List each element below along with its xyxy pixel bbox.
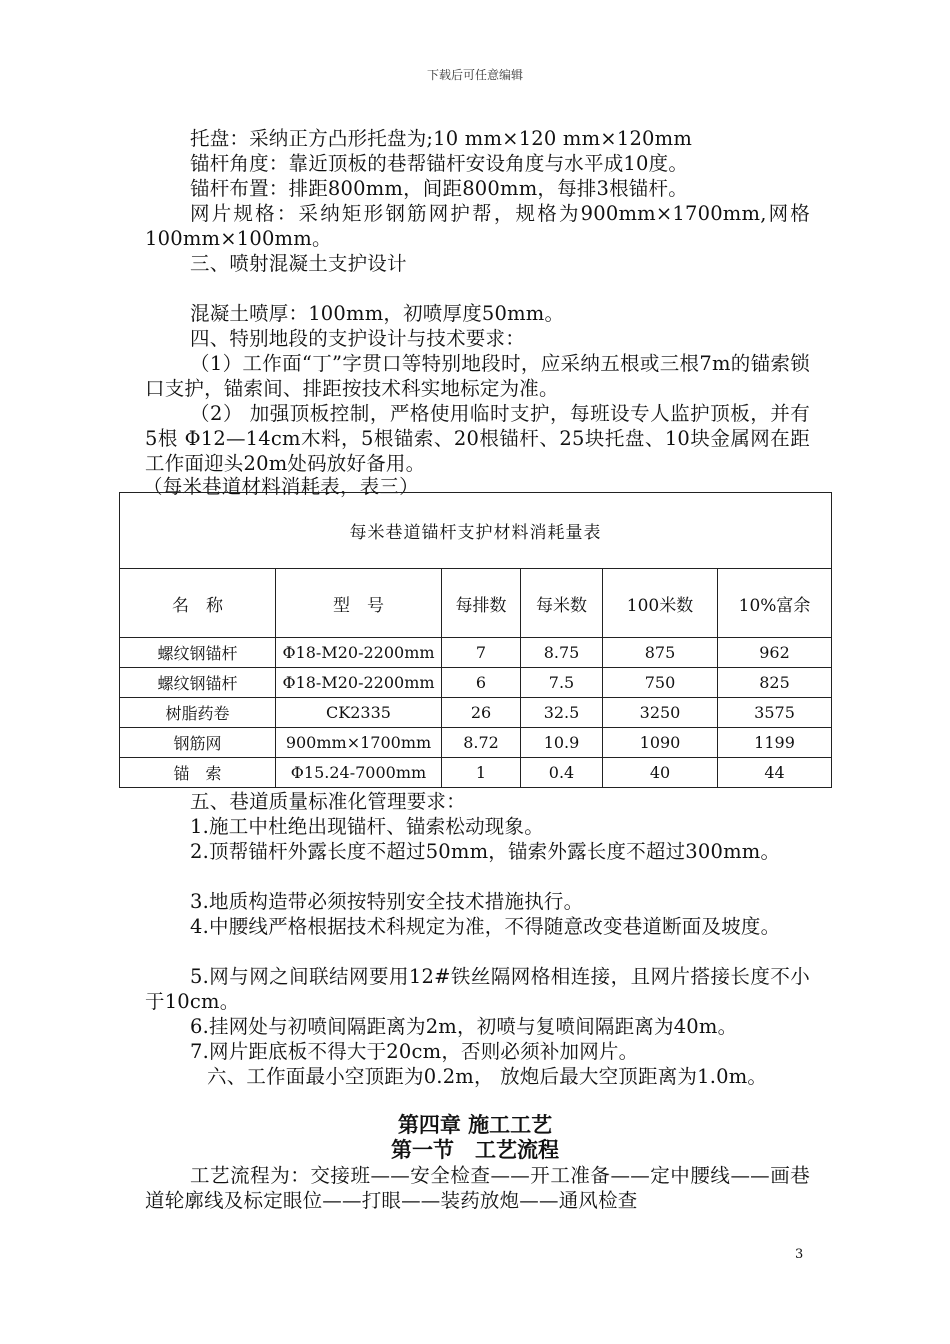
cell: CK2335 bbox=[276, 698, 442, 728]
cell: 8.75 bbox=[521, 638, 603, 668]
cell: Φ18-M20-2200mm bbox=[276, 638, 442, 668]
section-3-title: 三、喷射混凝土支护设计 bbox=[190, 252, 407, 275]
paragraph-process-flow: 工艺流程为：交接班——安全检查——开工准备——定中腰线——画巷道轮廓线及标定眼位——打眼——装药放炮——通风检查 bbox=[145, 1164, 810, 1212]
header-name: 名 称 bbox=[120, 569, 276, 638]
cell: 8.72 bbox=[442, 728, 521, 758]
paragraph-special-1: （1）工作面“丁”字贯口等特别地段时，应采纳五根或三根7m的锚索锁口支护，锚索间、排距按技术科实地标定为准。 bbox=[145, 352, 810, 400]
quality-item-7: 7.网片距底板不得大于20cm，否则必须补加网片。 bbox=[190, 1040, 639, 1063]
quality-item-1: 1.施工中杜绝出现锚杆、锚索松动现象。 bbox=[190, 815, 544, 838]
cell: Φ18-M20-2200mm bbox=[276, 668, 442, 698]
table-header-row bbox=[120, 569, 832, 638]
cell: 1090 bbox=[603, 728, 718, 758]
cell: 树脂药卷 bbox=[120, 698, 276, 728]
cell: 900mm×1700mm bbox=[276, 728, 442, 758]
table-row bbox=[120, 758, 832, 788]
cell: 0.4 bbox=[521, 758, 603, 788]
paragraph-mesh-spec: 网片规格：采纳矩形钢筋网护帮，规格为900mm×1700mm,网格100mm×100mm。 bbox=[145, 202, 810, 250]
cell: 44 bbox=[718, 758, 832, 788]
paragraph-special-2: （2） 加强顶板控制，严格使用临时支护，每班设专人监护顶板，并有5根 Φ12—14cm木料，5根锚索、20根锚杆、25块托盘、10块金属网在距工作面迎头20m处码放好备用。 bbox=[145, 402, 810, 475]
cell: 1199 bbox=[718, 728, 832, 758]
cell: 6 bbox=[442, 668, 521, 698]
cell: Φ15.24-7000mm bbox=[276, 758, 442, 788]
cell: 10.9 bbox=[521, 728, 603, 758]
header-per-row: 每排数 bbox=[442, 569, 521, 638]
cell: 钢筋网 bbox=[120, 728, 276, 758]
quality-item-6: 6.挂网处与初喷间隔距离为2m，初喷与复喷间隔距离为40m。 bbox=[190, 1015, 738, 1038]
cell: 962 bbox=[718, 638, 832, 668]
cell: 825 bbox=[718, 668, 832, 698]
table-row bbox=[120, 698, 832, 728]
page-number: 3 bbox=[795, 1247, 804, 1262]
section-title: 第一节 工艺流程 bbox=[391, 1137, 559, 1162]
cell: 1 bbox=[442, 758, 521, 788]
paragraph-tray: 托盘：采纳正方凸形托盘为;10 mm×120 mm×120mm bbox=[190, 127, 693, 150]
material-table bbox=[119, 492, 832, 788]
quality-item-4: 4.中腰线严格根据技术科规定为准，不得随意改变巷道断面及坡度。 bbox=[190, 915, 781, 938]
section-4-title: 四、特别地段的支护设计与技术要求： bbox=[190, 327, 525, 350]
cell: 40 bbox=[603, 758, 718, 788]
table-row bbox=[120, 728, 832, 758]
table-caption: （每米巷道材料消耗表，表三） bbox=[143, 475, 419, 498]
cell: 螺纹钢锚杆 bbox=[120, 668, 276, 698]
table-title: 每米巷道锚杆支护材料消耗量表 bbox=[120, 493, 832, 569]
cell: 锚 索 bbox=[120, 758, 276, 788]
paragraph-shotcrete: 混凝土喷厚：100mm，初喷厚度50mm。 bbox=[190, 302, 565, 325]
section-6: 六、工作面最小空顶距为0.2m， 放炮后最大空顶距离为1.0m。 bbox=[207, 1065, 768, 1088]
header-per-meter: 每米数 bbox=[521, 569, 603, 638]
chapter-title: 第四章 施工工艺 bbox=[397, 1112, 553, 1137]
cell: 32.5 bbox=[521, 698, 603, 728]
header-model: 型 号 bbox=[276, 569, 442, 638]
header-surplus: 10%富余 bbox=[718, 569, 832, 638]
cell: 7.5 bbox=[521, 668, 603, 698]
cell: 3575 bbox=[718, 698, 832, 728]
page-header: 下载后可任意编辑 bbox=[426, 68, 523, 82]
table-row bbox=[120, 668, 832, 698]
cell: 3250 bbox=[603, 698, 718, 728]
header-100m: 100米数 bbox=[603, 569, 718, 638]
paragraph-anchor-angle: 锚杆角度：靠近顶板的巷帮锚杆安设角度与水平成10度。 bbox=[190, 152, 689, 175]
quality-item-5: 5.网与网之间联结网要用12#铁丝隔网格相连接，且网片搭接长度不小于10cm。 bbox=[145, 965, 810, 1013]
table-row bbox=[120, 638, 832, 668]
cell: 750 bbox=[603, 668, 718, 698]
cell: 7 bbox=[442, 638, 521, 668]
cell: 875 bbox=[603, 638, 718, 668]
section-5-title: 五、巷道质量标准化管理要求： bbox=[190, 790, 466, 813]
cell: 螺纹钢锚杆 bbox=[120, 638, 276, 668]
quality-item-2: 2.顶帮锚杆外露长度不超过50mm，锚索外露长度不超过300mm。 bbox=[190, 840, 781, 863]
cell: 26 bbox=[442, 698, 521, 728]
quality-item-3: 3.地质构造带必须按特别安全技术措施执行。 bbox=[190, 890, 584, 913]
paragraph-anchor-layout: 锚杆布置：排距800mm，间距800mm，每排3根锚杆。 bbox=[190, 177, 688, 200]
